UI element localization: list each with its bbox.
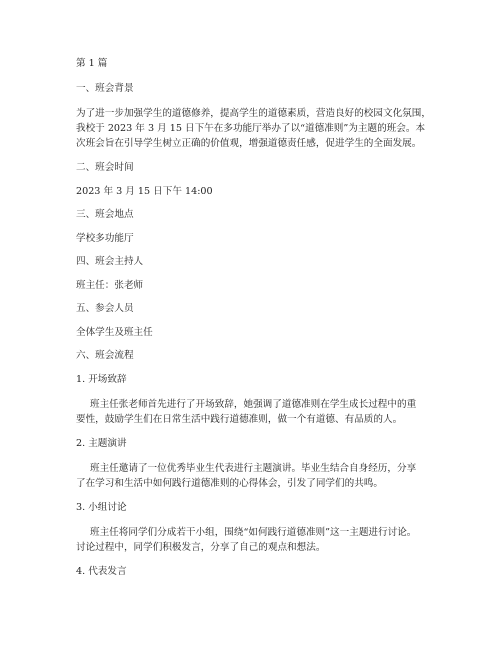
agenda-item-title: 1. 开场致辞 xyxy=(76,374,127,385)
agenda-item-title: 3. 小组讨论 xyxy=(76,502,127,513)
paragraph-line: 次班会旨在引导学生树立正确的价值观，增强道德责任感，促进学生的全面发展。 xyxy=(76,138,422,149)
agenda-item-title: 2. 主题演讲 xyxy=(76,438,127,449)
section-title-background: 一、班会背景 xyxy=(76,83,134,94)
section-text-host: 班主任：张老师 xyxy=(76,280,144,291)
paragraph-line: 我校于 2023 年 3 月 15 日下午在多功能厅举办了以“道德准则”为主题的班会。本 xyxy=(76,123,426,134)
section-title-agenda: 六、班会流程 xyxy=(76,350,134,361)
paragraph-line: 讨论过程中，同学们积极发言，分享了自己的观点和想法。 xyxy=(76,542,326,553)
section-text-attendees: 全体学生及班主任 xyxy=(76,327,153,338)
document-heading: 第 1 篇 xyxy=(76,58,108,69)
section-text-time: 2023 年 3 月 15 日下午 14:00 xyxy=(76,186,213,197)
section-title-host: 四、班会主持人 xyxy=(76,256,144,267)
paragraph-line: 为了进一步加强学生的道德修养，提高学生的道德素质，营造良好的校园文化氛围， xyxy=(76,108,431,119)
section-text-location: 学校多功能厅 xyxy=(76,233,134,244)
paragraph-line: 班主任张老师首先进行了开场致辞，她强调了道德准则在学生成长过程中的重 xyxy=(90,399,417,410)
paragraph-line: 要性，鼓励学生们在日常生活中践行道德准则，做一个有道德、有品质的人。 xyxy=(76,414,403,425)
paragraph-line: 班主任邀请了一位优秀毕业生代表进行主题演讲。毕业生结合自身经历，分享 xyxy=(90,463,417,474)
section-title-attendees: 五、参会人员 xyxy=(76,303,134,314)
paragraph-line: 了在学习和生活中如何践行道德准则的心得体会，引发了同学们的共鸣。 xyxy=(76,478,383,489)
section-title-time: 二、班会时间 xyxy=(76,162,134,173)
section-title-location: 三、班会地点 xyxy=(76,209,134,220)
paragraph-line: 班主任将同学们分成若干小组，围绕“如何践行道德准则”这一主题进行讨论。 xyxy=(90,527,417,538)
agenda-item-title: 4. 代表发言 xyxy=(76,566,127,577)
